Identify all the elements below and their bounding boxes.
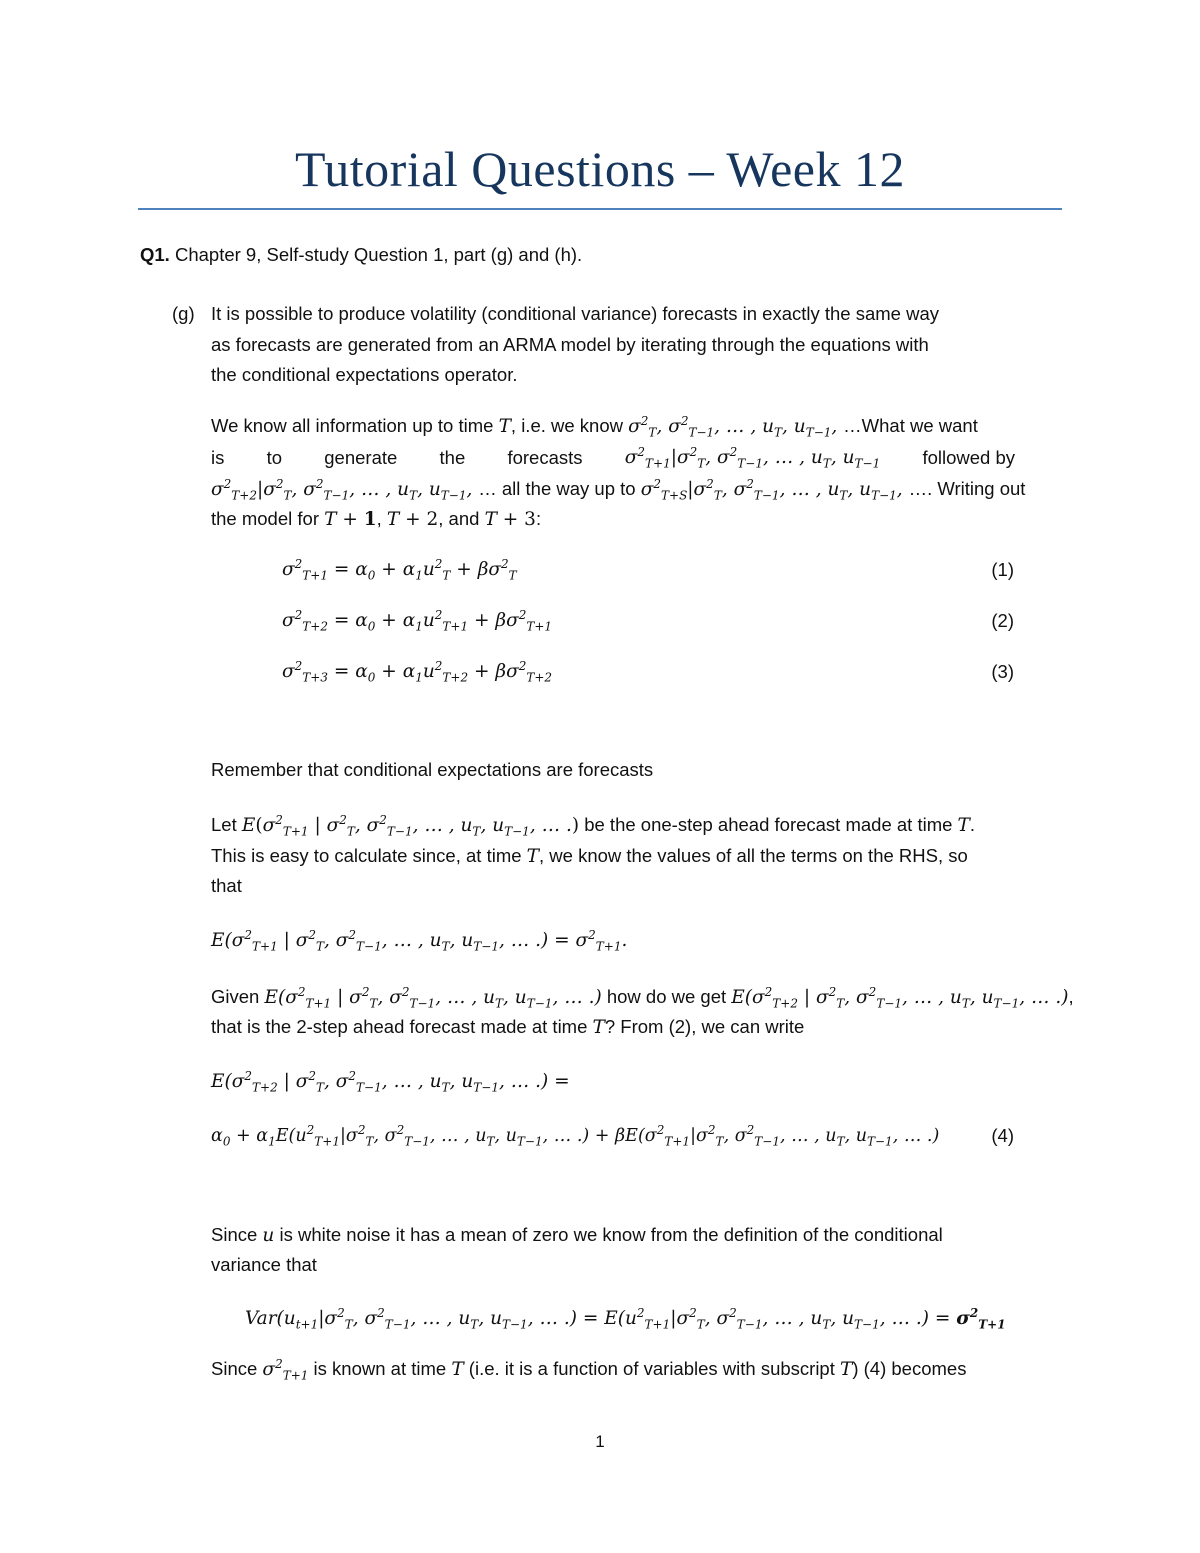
- part-g-line-2: as forecasts are generated from an ARMA model by iterating through the equations with: [211, 334, 929, 355]
- equation-2: $\sigma^2_{T+2} = \alpha_0 + \alpha_1u^2_{T+1} + \beta\sigma^2_{T+1}$: [282, 607, 553, 634]
- equation-2-number: (2): [991, 610, 1014, 631]
- info-line-4: the model for T + 1, T + 2, and T + 3:: [211, 508, 542, 530]
- equation-1: $\sigma^2_{T+1} = \alpha_0 + \alpha_1u^2_T + \beta\sigma^2_T$: [282, 556, 517, 583]
- one-step-equation: $E(\sigma^2_{T+1}$ | $\sigma^2_T$, $\sigma^2_{T-1}$, … , $u_T$, $u_{T-1}$, … .) = $\sigma^2_{T+1}$.: [211, 927, 628, 954]
- equation-4-number: (4): [991, 1125, 1014, 1146]
- let-line-3: that: [211, 875, 242, 896]
- since-u-line-1: Since u is white noise it has a mean of zero we know from the definition of the conditional: [211, 1224, 943, 1246]
- part-g-label: (g): [172, 303, 195, 324]
- since-u-line-2: variance that: [211, 1254, 317, 1275]
- question-1-heading: [140, 243, 582, 267]
- info-line-1: We know all information up to time T, i.e. we know $\sigma^2_T$, $\sigma^2_{T-1}$, … , $u_T$, $u_{T-1}$, …What we want: [211, 413, 978, 440]
- question-text: Chapter 9, Self-study Question 1, part (g) and (h).: [174, 244, 583, 265]
- part-g-line-3: the conditional expectations operator.: [211, 364, 518, 385]
- part-g-line-1: It is possible to produce volatility (conditional variance) forecasts in exactly the same way: [211, 303, 940, 324]
- equation-1-number: (1): [991, 559, 1014, 580]
- equation-3-number: (3): [991, 661, 1014, 682]
- equation-3: $\sigma^2_{T+3} = \alpha_0 + \alpha_1u^2_{T+2} + \beta\sigma^2_{T+2}$: [282, 658, 553, 685]
- page-number: 1: [595, 1432, 605, 1451]
- let-line-2: This is easy to calculate since, at time T, we know the values of all the terms on the RHS, so: [211, 845, 968, 867]
- title-divider: [138, 208, 1062, 210]
- equation-4: $\alpha_0 + \alpha_1E(u^2_{T+1}|\sigma^2_T$, $\sigma^2_{T-1}$, … , $u_T$, $u_{T-1}$, … .) + $\beta E(\sigma^2_{T+1}|\sigma^2_T$, $\sigma^2_{T-1}$, … , $u_T$, $u_{T-1}$, … .): [211, 1123, 940, 1149]
- since-sigma-line: Since $\sigma^2_{T+1}$ is known at time T (i.e. it is a function of variables with subscript T) (4) becomes: [211, 1356, 967, 1383]
- info-line-3: $\sigma^2_{T+2}|\sigma^2_T$, $\sigma^2_{T-1}$, … , $u_T$, $u_{T-1}$, … all the way up to $\sigma^2_{T+S}|\sigma^2_T$, $\sigma^2_{T-1}$, … , $u_T$, $u_{T-1}$, …. Writing out: [211, 476, 1026, 503]
- let-line-1: Let $E(\sigma^2_{T+1}$ | $\sigma^2_T$, $\sigma^2_{T-1}$, … , $u_T$, $u_{T-1}$, … .) be the one-step ahead forecast made at time T.: [211, 812, 976, 839]
- remember-line: Remember that conditional expectations are forecasts: [211, 759, 654, 780]
- page-title: Tutorial Questions – Week 12: [295, 141, 905, 197]
- question-label: Q1.: [140, 244, 170, 265]
- given-line-2: that is the 2-step ahead forecast made at time T? From (2), we can write: [211, 1016, 805, 1038]
- variance-equation: $Var(u_{t+1}|\sigma^2_T$, $\sigma^2_{T-1}$, … , $u_T$, $u_{T-1}$, … .) = $E(u^2_{T+1}|\sigma^2_T$, $\sigma^2_{T-1}$, … , $u_T$, $u_{T-1}$, … .) = $\sigma^2_{T+1}$: [245, 1305, 1006, 1332]
- given-line-1: Given $E(\sigma^2_{T+1}$ | $\sigma^2_T$, $\sigma^2_{T-1}$, … , $u_T$, $u_{T-1}$, … .) how do we get $E(\sigma^2_{T+2}$ | $\sigma^2_T$, $\sigma^2_{T-1}$, … , $u_T$, $u_{T-1}$, … .),: [211, 984, 1074, 1011]
- two-step-equation-lhs: $E(\sigma^2_{T+2}$ | $\sigma^2_T$, $\sigma^2_{T-1}$, … , $u_T$, $u_{T-1}$, … .) =: [211, 1068, 570, 1095]
- info-line-2: is to generate the forecasts $\sigma^2_{T+1}|\sigma^2_T$, $\sigma^2_{T-1}$, … , $u_T$, $u_{T-1}$ followed by: [211, 444, 1015, 471]
